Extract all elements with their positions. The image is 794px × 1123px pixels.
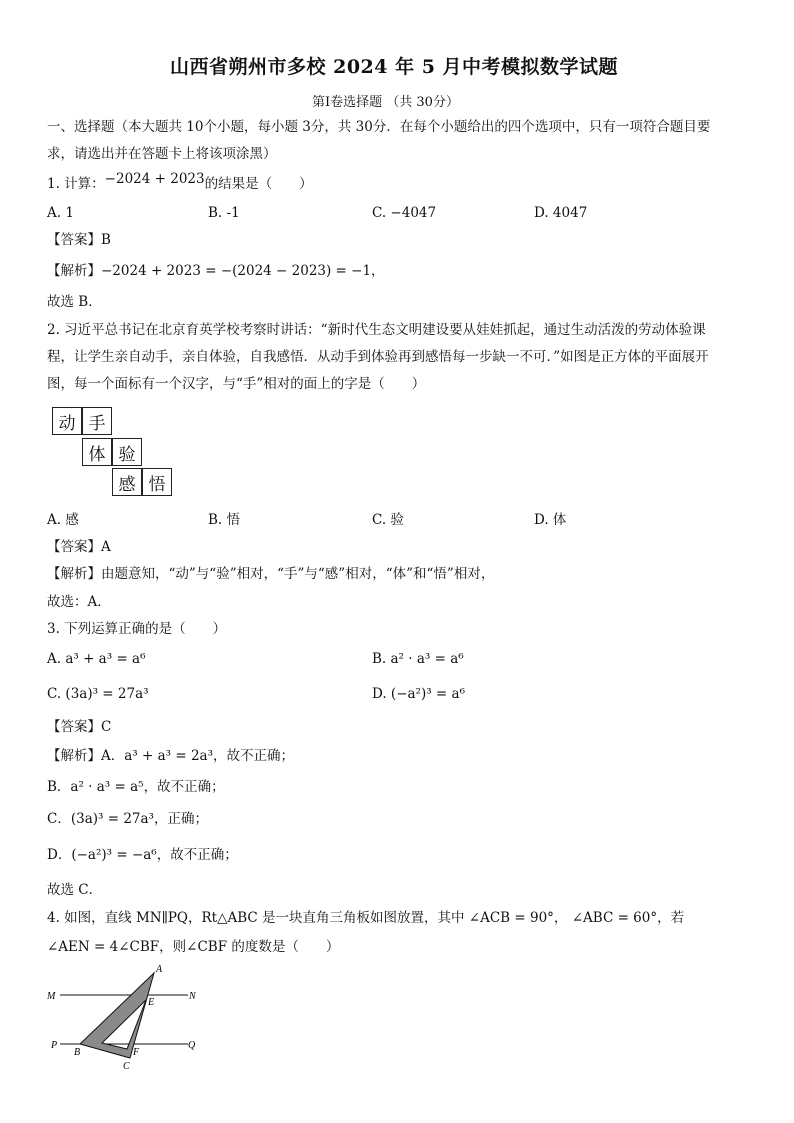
net-face-2: 手 — [82, 407, 112, 435]
q3-analysis-d — [47, 846, 238, 864]
label-p: P — [51, 1040, 58, 1051]
q3-a4-expr: (−a²)³ = −a⁶ — [71, 847, 157, 863]
q2-stem-line-1: 2. 习近平总书记在北京育英学校考察时讲话：“新时代生态文明建设要从娃娃抓起，通过生动活泼的劳动体验课 — [47, 322, 706, 338]
q4-stem-line-2: ∠AEN = 4∠CBF，则∠CBF 的度数是（ ） — [47, 939, 340, 955]
q3-a1-tail: ，故不正确； — [213, 748, 295, 764]
q3-a1-expr: a³ + a³ = 2a³ — [124, 748, 214, 764]
q1-stem — [47, 171, 313, 193]
q3-a2-label: B． — [47, 779, 71, 795]
q1-option-a: A. 1 — [47, 205, 74, 221]
label-c: C — [123, 1061, 130, 1072]
q3-option-b: B. a² · a³ = a⁶ — [372, 651, 464, 667]
q4-geometry-figure — [40, 960, 220, 1080]
label-e: E — [148, 997, 155, 1008]
q1-option-d: D. 4047 — [534, 205, 588, 221]
q3-option-d: D. (−a²)³ = a⁶ — [372, 686, 465, 702]
net-face-6: 悟 — [142, 468, 172, 496]
q3-a1-label: 【解析】A． — [47, 748, 125, 764]
label-f: F — [133, 1047, 140, 1058]
q3-a4-tail: ，故不正确； — [156, 847, 238, 863]
q2-stem-line-3: 图，每一个面标有一个汉字，与“手”相对的面上的字是（ ） — [47, 376, 426, 392]
q1-stem-b: 的结果是（ ） — [204, 176, 313, 192]
q2-conclusion: 故选：A． — [47, 594, 111, 610]
q2-option-c: C. 验 — [372, 512, 404, 528]
q3-a3-expr: (3a)³ = 27a³ — [70, 811, 154, 827]
q1-option-c: C. −4047 — [372, 205, 437, 221]
page-title: 山西省朔州市多校 2024 年 5 月中考模拟数学试题 — [170, 56, 619, 78]
q1-expression: −2024 + 2023 — [104, 171, 205, 187]
triangle-plate — [80, 973, 154, 1058]
q1-option-b: B. -1 — [208, 205, 240, 221]
q3-a2-tail: ，故不正确； — [143, 779, 225, 795]
q3-answer: 【答案】C — [47, 719, 112, 735]
instructions-line-2: 求，请选出并在答题卡上将该项涂黑） — [47, 146, 277, 162]
q3-analysis-b — [47, 778, 225, 796]
q3-option-c: C. (3a)³ = 27a³ — [47, 686, 149, 702]
q2-option-b: B. 悟 — [208, 512, 241, 528]
q1-answer: 【答案】B — [47, 232, 111, 248]
label-b: B — [74, 1047, 81, 1058]
q1-analysis-expr: −2024 + 2023 = −(2024 − 2023) = −1， — [101, 263, 385, 279]
q3-conclusion: 故选 C． — [47, 882, 103, 898]
q4-stem-line-1: 4. 如图，直线 MN∥PQ，Rt△ABC 是一块直角三角板如图放置，其中 ∠ACB = 90°， ∠ABC = 60°，若 — [47, 910, 685, 926]
q3-a2-expr: a² · a³ = a⁵ — [70, 779, 144, 795]
q3-a3-tail: ，正确； — [153, 811, 208, 827]
label-a: A — [156, 964, 163, 975]
q2-option-d: D. 体 — [534, 512, 567, 528]
q3-analysis-a — [47, 747, 294, 765]
label-n: N — [189, 991, 196, 1002]
net-face-5: 感 — [112, 468, 142, 496]
q3-a4-label: D． — [47, 847, 72, 863]
label-q: Q — [188, 1040, 196, 1051]
q1-analysis-label: 【解析】 — [47, 263, 101, 279]
net-face-4: 验 — [112, 438, 142, 466]
net-face-1: 动 — [52, 407, 82, 435]
q1-conclusion: 故选 B． — [47, 294, 102, 310]
net-face-3: 体 — [82, 438, 112, 466]
q3-stem: 3. 下列运算正确的是（ ） — [47, 621, 227, 637]
q2-option-a: A. 感 — [47, 512, 79, 528]
q2-answer: 【答案】A — [47, 539, 111, 555]
q1-analysis — [47, 262, 385, 280]
instructions-line-1: 一、选择题（本大题共 10个小题，每小题 3分，共 30分．在每个小题给出的四个选项中，只有一项符合题目要 — [47, 119, 711, 135]
q2-analysis: 【解析】由题意知，“动”与“验”相对，“手”与“感”相对，“体”和“悟”相对， — [47, 566, 495, 582]
label-m: M — [47, 991, 56, 1002]
q3-option-a: A. a³ + a³ = a⁶ — [47, 651, 146, 667]
section-heading: 第Ⅰ卷选择题 （共 30分） — [312, 95, 459, 110]
q3-analysis-c — [47, 810, 208, 828]
q3-a3-label: C． — [47, 811, 71, 827]
q1-stem-a: 1. 计算： — [47, 176, 105, 192]
q2-stem-line-2: 程，让学生亲自动手，亲自体验，自我感悟．从动手到体验再到感悟每一步缺一不可．”如图是正方体的平面展开 — [47, 349, 709, 365]
